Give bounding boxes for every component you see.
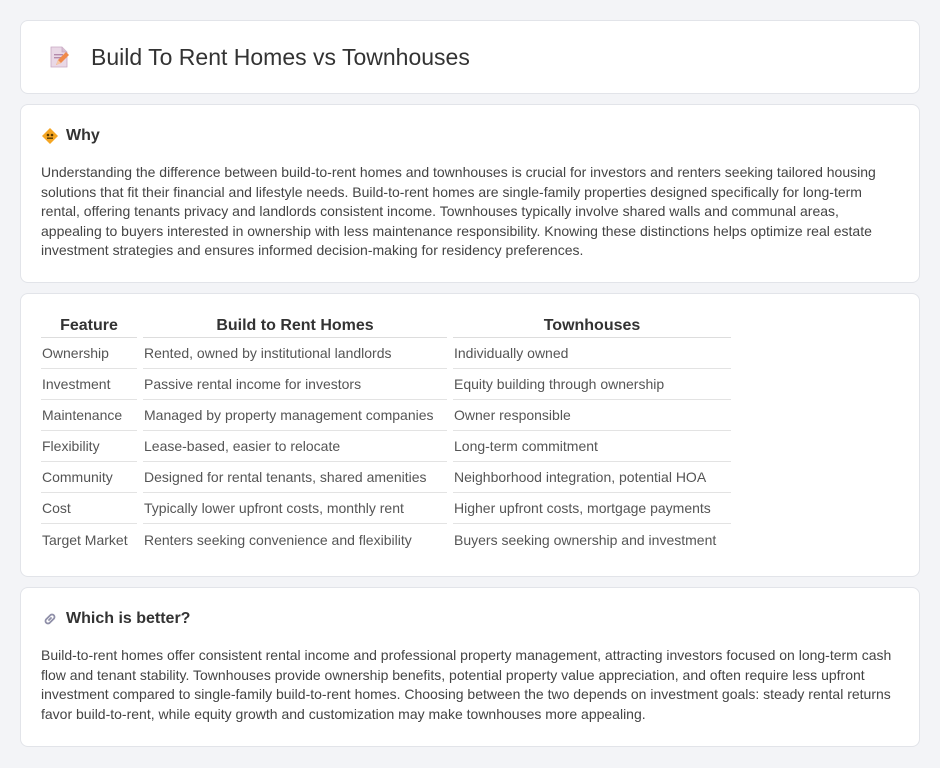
table-cell: Ownership	[41, 338, 137, 369]
which-better-section	[20, 587, 920, 747]
table-row	[41, 462, 731, 493]
comparison-table	[35, 314, 737, 555]
table-cell: Cost	[41, 493, 137, 524]
table-row	[41, 431, 731, 462]
better-text: Build-to-rent homes offer consistent rental income and professional property management, attracting investors focused on long-term cash flow and tenant stability. Townhouses provide ownership benefits, potential property value appreciation, and often require less upfront investment compared to single-family build-to-rent homes. Choosing between the two depends on investment goals: steady rental returns favor build-to-rent, while equity growth and customization may make townhouses more appealing.	[41, 647, 892, 722]
table-cell: Target Market	[42, 531, 128, 548]
diamond-sign-icon	[41, 127, 59, 145]
table-row	[41, 524, 731, 555]
table-row	[41, 369, 731, 400]
why-section	[20, 104, 920, 283]
header-townhouses: Townhouses	[453, 314, 731, 338]
header-feature: Feature	[41, 314, 137, 338]
why-header	[41, 127, 899, 145]
why-heading: Why	[66, 127, 100, 144]
table-row	[41, 400, 731, 431]
why-text: Understanding the difference between build-to-rent homes and townhouses is crucial for investors and renters seeking tailored housing solutions that fit their financial and lifestyle needs. Build-to-rent homes are single-family properties designed specifically for long-term rental, offering tenants privacy and landlords consistent income. Townhouses typically involve shared walls and communal areas, appealing to buyers interested in ownership with less maintenance responsibility. Knowing these distinctions helps optimize real estate investment strategies and ensures informed decision-making for residency preferences.	[41, 164, 876, 259]
table-cell: Buyers seeking ownership and investment	[454, 531, 717, 548]
table-cell: Equity building through ownership	[453, 369, 731, 400]
table-cell: Lease-based, easier to relocate	[143, 431, 447, 462]
table-row	[41, 338, 731, 369]
page-title: Build To Rent Homes vs Townhouses	[91, 43, 470, 70]
table-cell: Designed for rental tenants, shared amenities	[143, 462, 447, 493]
table-cell: Individually owned	[453, 338, 731, 369]
table-cell: Long-term commitment	[453, 431, 731, 462]
table-row	[41, 493, 731, 524]
table-cell: Maintenance	[41, 400, 137, 431]
table-cell: Community	[41, 462, 137, 493]
title-card	[20, 20, 920, 94]
table-cell: Rented, owned by institutional landlords	[143, 338, 447, 369]
table-cell: Owner responsible	[453, 400, 731, 431]
table-cell: Renters seeking convenience and flexibility	[144, 531, 412, 548]
better-header	[41, 610, 899, 628]
comparison-section	[20, 293, 920, 577]
link-icon	[41, 610, 59, 628]
better-heading: Which is better?	[66, 610, 191, 627]
table-cell: Flexibility	[41, 431, 137, 462]
table-cell: Managed by property management companies	[143, 400, 447, 431]
table-cell: Investment	[41, 369, 137, 400]
table-header-row	[41, 314, 731, 338]
document-pencil-icon	[47, 45, 71, 69]
table-cell: Typically lower upfront costs, monthly rent	[143, 493, 447, 524]
table-cell: Neighborhood integration, potential HOA	[453, 462, 731, 493]
table-cell: Passive rental income for investors	[143, 369, 447, 400]
header-build-to-rent: Build to Rent Homes	[143, 314, 447, 338]
table-cell: Higher upfront costs, mortgage payments	[453, 493, 731, 524]
